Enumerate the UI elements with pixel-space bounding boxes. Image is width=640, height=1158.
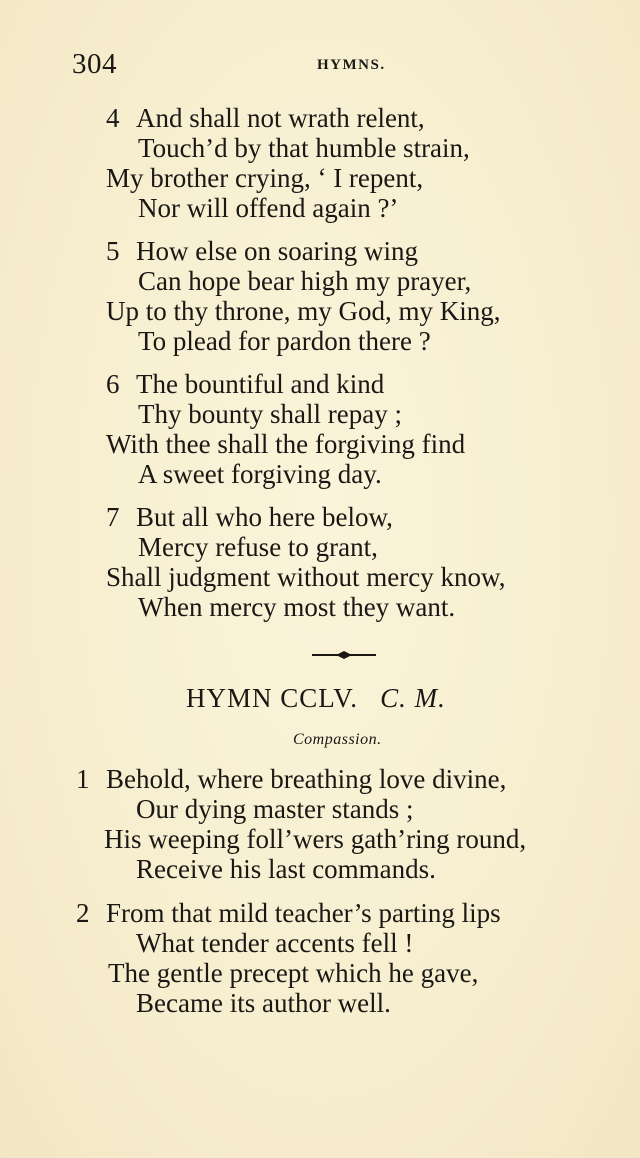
stanza-line: [106, 369, 465, 399]
stanza-line: A sweet forgiving day.: [138, 459, 382, 489]
stanza-line: [106, 103, 470, 133]
page-number: 304: [72, 48, 117, 80]
stanza-line: Nor will offend again ?’: [138, 193, 399, 223]
stanza-line: Became its author well.: [136, 988, 391, 1018]
stanza-4: [106, 103, 470, 223]
verse-number: 5: [106, 236, 120, 266]
verse-number: 7: [106, 502, 120, 532]
hymn-title: HYMN CCLV.: [186, 683, 359, 713]
verse-text: From that mild teacher’s parting lips: [106, 898, 501, 928]
stanza-line: Can hope bear high my prayer,: [138, 266, 472, 296]
stanza-line: What tender accents fell !: [136, 928, 414, 958]
verse-text: How else on soaring wing: [136, 236, 418, 266]
stanza-line: Receive his last commands.: [136, 854, 436, 884]
verse-text: But all who here below,: [136, 502, 393, 532]
stanza-line: [106, 502, 505, 532]
stanza-line: With thee shall the forgiving find: [106, 429, 466, 459]
stanza-line: [76, 898, 501, 928]
stanza-7: [106, 502, 505, 622]
stanza-line: His weeping foll’wers gath’ring round,: [104, 824, 527, 854]
stanza-line: Mercy refuse to grant,: [138, 532, 378, 562]
stanza-2: [76, 898, 501, 1018]
verse-number: 2: [76, 898, 90, 928]
stanza-line: Thy bounty shall repay ;: [138, 399, 402, 429]
verse-text: Behold, where breathing love divine,: [106, 764, 507, 794]
stanza-line: Our dying master stands ;: [136, 794, 414, 824]
running-title: HYMNS.: [317, 57, 386, 73]
stanza-line: To plead for pardon there ?: [138, 326, 431, 356]
stanza-line: Shall judgment without mercy know,: [106, 562, 506, 592]
stanza-line: Touch’d by that humble strain,: [138, 133, 470, 163]
stanza-1: [76, 764, 526, 884]
verse-number: 6: [106, 369, 120, 399]
stanza-line: When mercy most they want.: [138, 592, 456, 622]
stanza-line: [106, 236, 500, 266]
hymn-heading: [186, 683, 446, 714]
stanza-line: [76, 764, 526, 794]
hymn-subject: Compassion.: [293, 731, 382, 748]
verse-text: And shall not wrath relent,: [136, 103, 425, 133]
ornament-divider: [312, 647, 376, 663]
verse-number: 4: [106, 103, 120, 133]
verse-number: 1: [76, 764, 90, 794]
verse-text: The bountiful and kind: [136, 369, 385, 399]
stanza-line: The gentle precept which he gave,: [108, 958, 479, 988]
stanza-line: My brother crying, ‘ I repent,: [106, 163, 424, 193]
hymn-meter: C. M.: [380, 683, 446, 713]
stanza-5: [106, 236, 500, 356]
stanza-6: [106, 369, 465, 489]
stanza-line: Up to thy throne, my God, my King,: [106, 296, 501, 326]
